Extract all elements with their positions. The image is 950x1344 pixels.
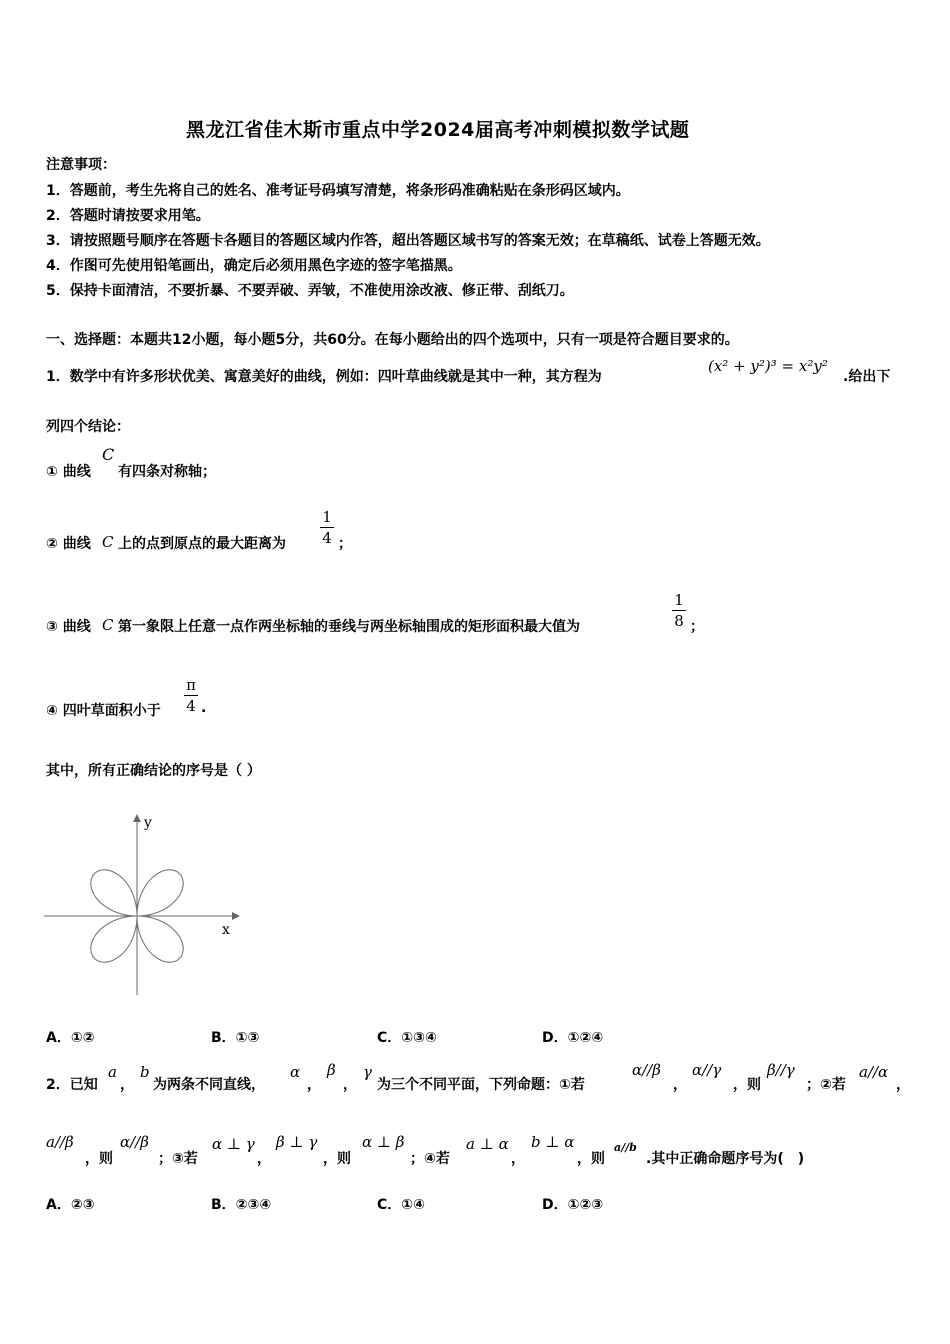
expr: β ⊥ γ bbox=[276, 1133, 318, 1151]
numerator: 1 bbox=[674, 591, 684, 609]
q1-option-d: D．①②④ bbox=[542, 1030, 604, 1046]
q2-stem: 为三个不同平面，下列命题：①若 bbox=[377, 1077, 585, 1093]
curve-c-var: C bbox=[102, 533, 114, 551]
q1-option-a: A．①② bbox=[46, 1030, 95, 1046]
curve-c-var: C bbox=[102, 445, 115, 464]
punct: ， bbox=[257, 1151, 271, 1167]
notice-item: 5．保持卡面清洁，不要折暴、不要弄破、弄皱，不准使用涂改液、修正带、刮纸刀。 bbox=[46, 283, 574, 299]
expr: α//γ bbox=[692, 1061, 722, 1079]
expr: α ⊥ β bbox=[362, 1133, 405, 1151]
q1-ask: 其中，所有正确结论的序号是（ ） bbox=[46, 763, 261, 779]
punct: ； bbox=[690, 619, 704, 635]
expr: b ⊥ α bbox=[531, 1133, 575, 1151]
q2-stem: ，则 bbox=[733, 1077, 761, 1093]
punct: ， bbox=[343, 1077, 357, 1093]
q1-conclusion-2: ② 曲线 bbox=[46, 536, 91, 552]
q2-stem: .其中正确命题序号为( ) bbox=[646, 1151, 805, 1167]
denominator: 4 bbox=[322, 529, 332, 547]
q2-stem: 2．已知 bbox=[46, 1077, 98, 1093]
q2-option-b: B．②③④ bbox=[211, 1197, 272, 1213]
q2-option-c: C．①④ bbox=[377, 1197, 425, 1213]
punct: . bbox=[201, 700, 207, 716]
var-beta: β bbox=[327, 1061, 336, 1079]
denominator: 8 bbox=[674, 612, 684, 630]
page-title: 黑龙江省佳木斯市重点中学2024届高考冲刺模拟数学试题 bbox=[186, 119, 690, 141]
q1-conclusion-3: ③ 曲线 bbox=[46, 619, 91, 635]
notice-heading: 注意事项： bbox=[46, 157, 116, 173]
q1-stem-cont: 列四个结论： bbox=[46, 419, 130, 435]
var-gamma: γ bbox=[363, 1063, 372, 1081]
fraction-one-quarter bbox=[320, 508, 334, 547]
q1-equation: (x² + y²)³ = x²y² bbox=[708, 357, 828, 375]
q1-option-c: C．①③④ bbox=[377, 1030, 437, 1046]
punct: ， bbox=[673, 1077, 687, 1093]
q2-option-d: D．①②③ bbox=[542, 1197, 604, 1213]
q2-stem: ，则 bbox=[577, 1151, 605, 1167]
fraction-one-eighth bbox=[672, 591, 686, 630]
punct: ， bbox=[307, 1077, 321, 1093]
expr: β//γ bbox=[767, 1061, 795, 1079]
q2-option-a: A．②③ bbox=[46, 1197, 95, 1213]
q2-stem: ；②若 bbox=[806, 1077, 846, 1093]
expr: a//β bbox=[46, 1133, 74, 1151]
fraction-bar bbox=[320, 527, 334, 528]
punct: ， bbox=[120, 1077, 134, 1093]
fraction-pi-quarter bbox=[184, 676, 198, 715]
y-axis-arrow bbox=[133, 814, 141, 822]
expr: α ⊥ γ bbox=[212, 1135, 255, 1153]
punct: ， bbox=[511, 1151, 525, 1167]
notice-item: 2．答题时请按要求用笔。 bbox=[46, 208, 210, 224]
q1-conclusion-2-text: 上的点到原点的最大距离为 bbox=[118, 536, 286, 552]
numerator: 1 bbox=[322, 508, 332, 526]
x-axis-label: x bbox=[222, 922, 230, 938]
var-b: b bbox=[140, 1063, 150, 1081]
expr: a//α bbox=[859, 1063, 889, 1081]
q2-stem: ；③若 bbox=[158, 1151, 198, 1167]
q1-stem-tail: .给出下 bbox=[843, 369, 891, 385]
q1-conclusion-3-text: 第一象限上任意一点作两坐标轴的垂线与两坐标轴围成的矩形面积最大值为 bbox=[118, 619, 580, 635]
expr: α//β bbox=[632, 1061, 661, 1079]
q2-stem: ，则 bbox=[85, 1151, 113, 1167]
four-leaf-clover-figure bbox=[44, 810, 254, 1000]
q1-option-b: B．①③ bbox=[211, 1030, 260, 1046]
q2-stem: 为两条不同直线， bbox=[153, 1077, 265, 1093]
curve-c-var: C bbox=[102, 616, 114, 634]
q2-stem: ，则 bbox=[323, 1151, 351, 1167]
expr: a//b bbox=[614, 1141, 637, 1154]
y-axis-label: y bbox=[144, 815, 152, 831]
notice-item: 1．答题前，考生先将自己的姓名、准考证号码填写清楚，将条形码准确粘贴在条形码区域内。 bbox=[46, 183, 630, 199]
denominator: 4 bbox=[186, 697, 196, 715]
q2-stem: ；④若 bbox=[410, 1151, 450, 1167]
var-a: a bbox=[108, 1063, 117, 1081]
q1-conclusion-4: ④ 四叶草面积小于 bbox=[46, 703, 161, 719]
q1-conclusion-1-text: 有四条对称轴； bbox=[118, 464, 216, 480]
q1-conclusion-1: ① 曲线 bbox=[46, 464, 91, 480]
notice-item: 4．作图可先使用铅笔画出，确定后必须用黑色字迹的签字笔描黑。 bbox=[46, 258, 462, 274]
expr: α//β bbox=[120, 1133, 149, 1151]
notice-item: 3．请按照题号顺序在答题卡各题目的答题区域内作答，超出答题区域书写的答案无效；在草稿纸、试卷上答题无效。 bbox=[46, 233, 770, 249]
punct: ； bbox=[338, 536, 352, 552]
var-alpha: α bbox=[290, 1063, 301, 1081]
fraction-bar bbox=[672, 610, 686, 611]
expr: a ⊥ α bbox=[466, 1135, 509, 1153]
section-heading: 一、选择题：本题共12小题，每小题5分，共60分。在每小题给出的四个选项中，只有一项是符合题目要求的。 bbox=[46, 332, 739, 348]
q1-stem: 1．数学中有许多形状优美、寓意美好的曲线，例如：四叶草曲线就是其中一种，其方程为 bbox=[46, 369, 602, 385]
x-axis-arrow bbox=[232, 912, 240, 920]
punct: ， bbox=[896, 1077, 910, 1093]
fraction-bar bbox=[184, 695, 198, 696]
numerator: π bbox=[186, 676, 196, 694]
